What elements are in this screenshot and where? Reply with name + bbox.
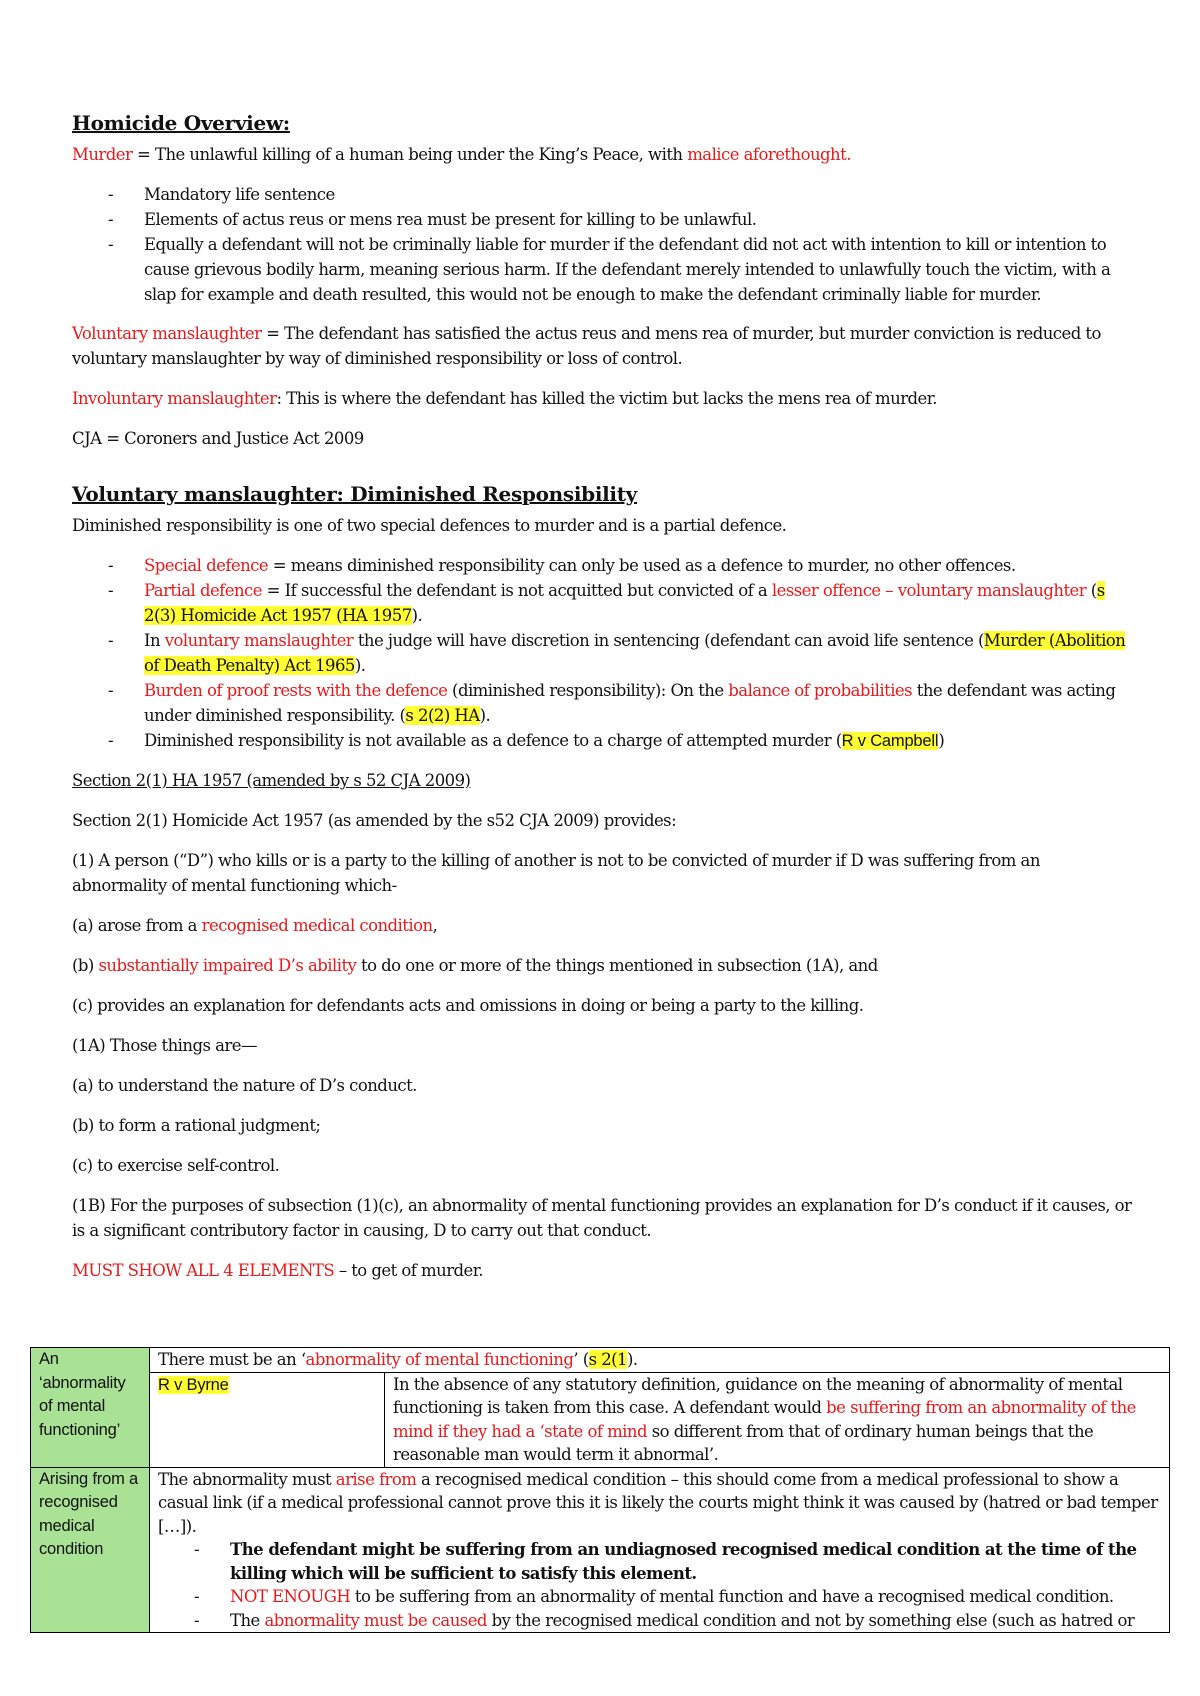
highlight-case-name: R v Campbell: [841, 732, 939, 750]
list-item: - The defendant might be suffering from an undiagnosed recognised medical condition at the time of the killing which will be sufficient to satisfy this element.: [158, 1538, 1161, 1585]
highlight-citation: s 2(1: [588, 1350, 628, 1369]
list-item: - Elements of actus reus or mens rea must be present for killing to be unlawful.: [72, 207, 1132, 232]
table-cell: In the absence of any statutory definition, guidance on the meaning of abnormality of mental functioning is taken from this case. A defendant would be suffering from an abnormality of the mind if they had a ‘state of mind so different from that of ordinary human beings that the reasonable man would term it abnormal’.: [385, 1372, 1170, 1467]
statute-1a-c: (c) to exercise self-control.: [72, 1156, 280, 1175]
murder-definition: Murder = The unlawful killing of a human being under the King’s Peace, with malice aforethought.: [72, 145, 851, 164]
cja-abbreviation: CJA = Coroners and Justice Act 2009: [72, 429, 364, 448]
statute-subsection-1a: (1A) Those things are—: [72, 1036, 257, 1055]
term-involuntary-manslaughter: Involuntary manslaughter: [72, 389, 277, 408]
cell-paragraph: The abnormality must arise from a recognised medical condition – this should come from a medical professional to show a casual link (if a medical professional cannot prove this it is likely the courts might think it was caused by (hatred or bad temper […]).: [158, 1469, 1158, 1536]
list-item: - The abnormality must be caused by the recognised medical condition and not by something else (such as hatred or: [158, 1609, 1161, 1633]
list-item: - NOT ENOUGH to be suffering from an abnormality of mental function and have a recognised medical condition.: [158, 1585, 1161, 1609]
statute-1a-a: (a) to understand the nature of D’s conduct.: [72, 1076, 417, 1095]
table-row: [31, 1467, 1170, 1633]
highlight-case-name: R v Byrne: [158, 1375, 229, 1394]
highlight-citation: s 2(3) Homicide Act 1957 (HA 1957: [144, 581, 1105, 625]
table-cell: [150, 1467, 1170, 1633]
heading-homicide-overview: Homicide Overview:: [72, 111, 290, 135]
document-body: [72, 110, 1132, 1298]
murder-bullet-list: [72, 182, 1132, 307]
diminished-intro: Diminished responsibility is one of two special defences to murder and is a partial defence.: [72, 516, 787, 535]
statute-para-b: (b) substantially impaired D’s ability to do one or more of the things mentioned in subsection (1A), and: [72, 956, 878, 975]
subheading-section-2-1: Section 2(1) HA 1957 (amended by s 52 CJA 2009): [72, 771, 471, 790]
list-item: - In voluntary manslaughter the judge will have discretion in sentencing (defendant can avoid life sentence (Murder (Abolition of Death Penalty) Act 1965).: [72, 628, 1132, 678]
must-show-note: MUST SHOW ALL 4 ELEMENTS – to get of murder.: [72, 1261, 483, 1280]
statute-para-a: (a) arose from a recognised medical condition,: [72, 916, 438, 935]
row-label-medical-condition: Arising from a recognised medical condition: [31, 1467, 150, 1633]
cell-bullet-list: [158, 1538, 1161, 1632]
table-row: [31, 1348, 1170, 1373]
table-cell: There must be an ‘abnormality of mental functioning’ (s 2(1).: [150, 1348, 1170, 1373]
list-item: - Partial defence = If successful the defendant is not acquitted but convicted of a lesser offence – voluntary manslaughter (s 2(3) Homicide Act 1957 (HA 1957).: [72, 578, 1132, 628]
statute-1a-b: (b) to form a rational judgment;: [72, 1116, 321, 1135]
highlight-citation: s 2(2) HA: [405, 706, 480, 725]
heading-diminished-responsibility: Voluntary manslaughter: Diminished Responsibility: [72, 482, 637, 506]
involuntary-manslaughter-definition: Involuntary manslaughter: This is where the defendant has killed the victim but lacks the mens rea of murder.: [72, 389, 937, 408]
statute-para-c: (c) provides an explanation for defendants acts and omissions in doing or being a party to the killing.: [72, 996, 864, 1015]
list-item: - Mandatory life sentence: [72, 182, 1132, 207]
list-item: - Equally a defendant will not be criminally liable for murder if the defendant did not act with intention to kill or intention to cause grievous bodily harm, meaning serious harm. If the defendant merely intended to unlawfully touch the victim, with a slap for example and death resulted, this would not be enough to make the defendant criminally liable for murder.: [72, 232, 1132, 307]
table-cell: [150, 1372, 385, 1467]
table-row: [31, 1372, 1170, 1467]
statute-subsection-1b: (1B) For the purposes of subsection (1)(c), an abnormality of mental functioning provides an explanation for D’s conduct if it causes, or is a significant contributory factor in causing, D to carry out that conduct.: [72, 1196, 1132, 1240]
term-voluntary-manslaughter: Voluntary manslaughter: [72, 324, 262, 343]
list-item: - Burden of proof rests with the defence (diminished responsibility): On the balance of probabilities the defendant was acting under diminished responsibility. (s 2(2) HA).: [72, 678, 1132, 728]
statute-provides: Section 2(1) Homicide Act 1957 (as amended by the s52 CJA 2009) provides:: [72, 811, 677, 830]
list-item: - Special defence = means diminished responsibility can only be used as a defence to murder, no other offences.: [72, 553, 1132, 578]
elements-table: [30, 1347, 1170, 1633]
voluntary-manslaughter-definition: Voluntary manslaughter = The defendant has satisfied the actus reus and mens rea of murder, but murder conviction is reduced to voluntary manslaughter by way of diminished responsibility or loss of control.: [72, 324, 1101, 368]
term-murder: Murder: [72, 145, 133, 164]
statute-subsection-1: (1) A person (“D”) who kills or is a party to the killing of another is not to be convicted of murder if D was suffering from an abnormality of mental functioning which-: [72, 851, 1040, 895]
highlight-citation: Murder (Abolition of Death Penalty) Act 1965: [144, 631, 1126, 675]
diminished-bullet-list: [72, 553, 1132, 754]
list-item: - Diminished responsibility is not available as a defence to a charge of attempted murder (R v Campbell): [72, 728, 1132, 754]
term-malice-aforethought: malice aforethought: [687, 145, 847, 164]
row-label-abnormality: An ‘abnormality of mental functioning’: [31, 1348, 150, 1468]
